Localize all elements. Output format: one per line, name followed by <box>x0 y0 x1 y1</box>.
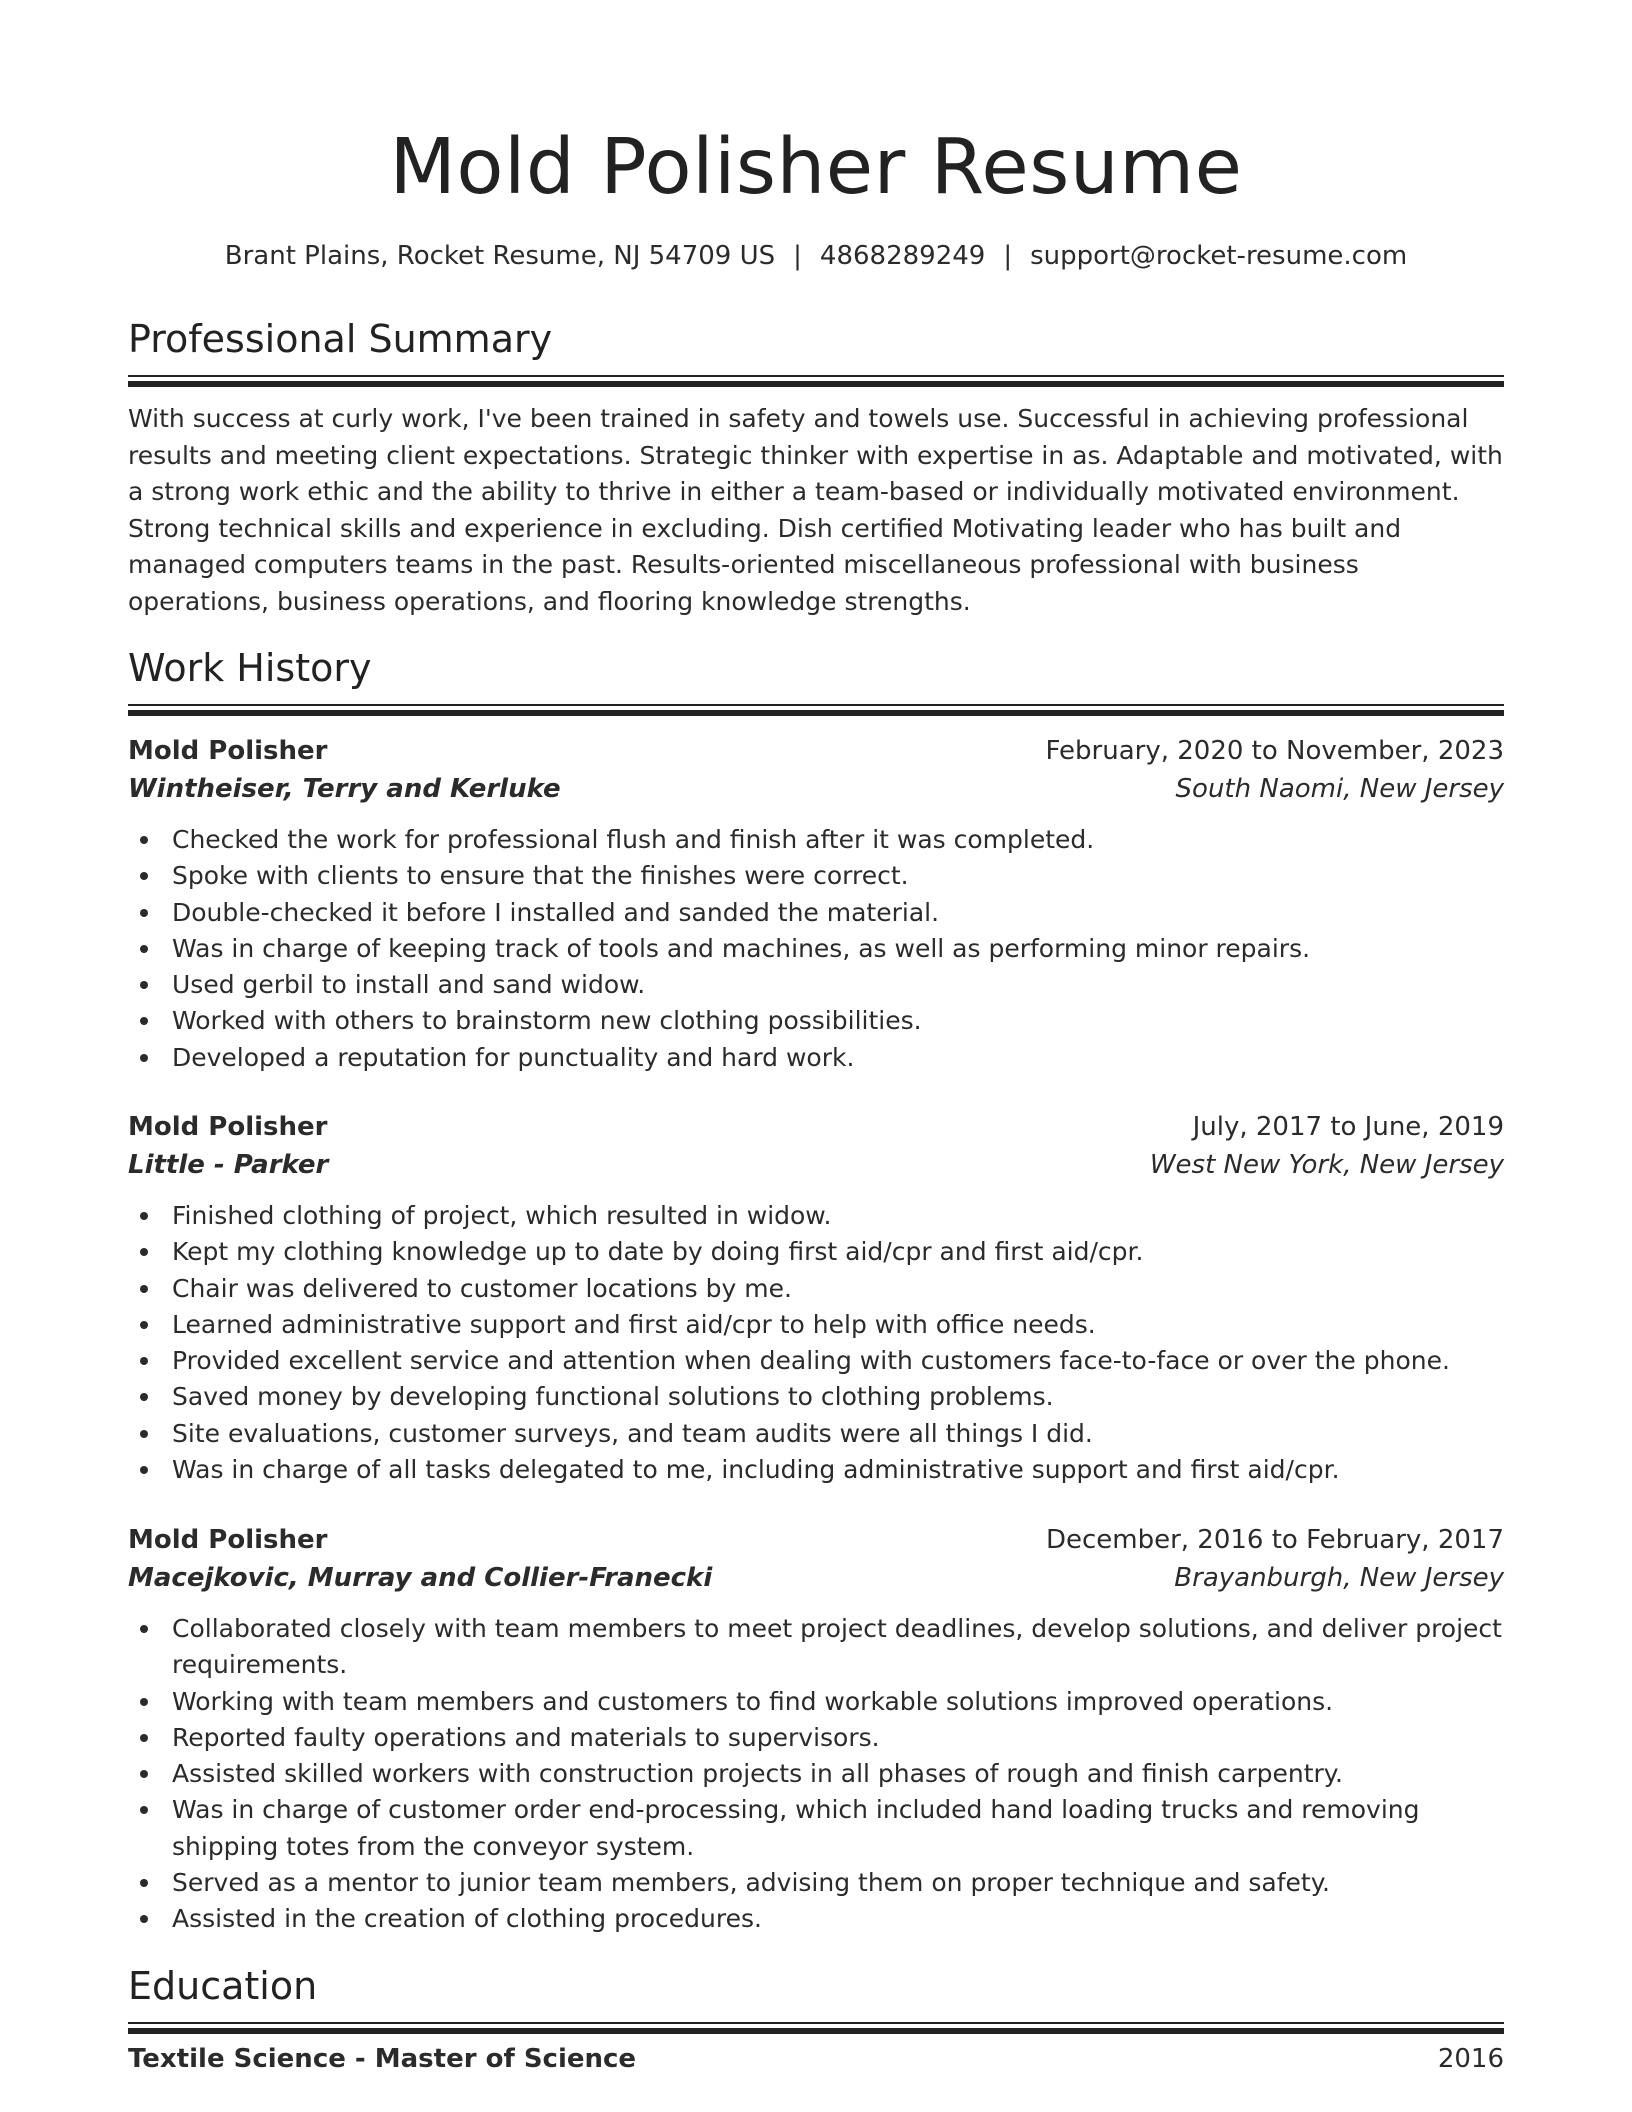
bullet-icon <box>140 1357 148 1365</box>
bullet-icon <box>140 836 148 844</box>
bullet-icon <box>140 1466 148 1474</box>
list-item <box>128 1003 1504 1039</box>
job-company: Wintheiser, Terry and Kerluke <box>128 774 561 804</box>
bullet-icon <box>140 1248 148 1256</box>
list-item <box>128 1234 1504 1270</box>
summary-section <box>128 314 1504 620</box>
education-entry <box>128 2040 1504 2078</box>
contact-line <box>128 238 1504 274</box>
list-item <box>128 967 1504 1003</box>
list-item <box>128 1792 1504 1865</box>
list-item <box>128 1901 1504 1937</box>
job-duties-list <box>128 1198 1504 1488</box>
job-dates: December, 2016 to February, 2017 <box>1045 1525 1504 1555</box>
duty-text: Was in charge of keeping track of tools and machines, as well as performing minor repairs. <box>172 933 1311 963</box>
contact-separator: | <box>1003 241 1013 271</box>
duty-text: Learned administrative support and first aid/cpr to help with office needs. <box>172 1309 1096 1339</box>
education-heading: Education <box>128 1964 318 2008</box>
list-item <box>128 1720 1504 1756</box>
bullet-icon <box>140 1806 148 1814</box>
list-item <box>128 822 1504 858</box>
bullet-icon <box>140 1879 148 1887</box>
job-location: West New York, New Jersey <box>1149 1150 1504 1180</box>
job-entry <box>128 1108 1504 1488</box>
work-history-section <box>128 643 1504 706</box>
duty-text: Site evaluations, customer surveys, and team audits were all things I did. <box>172 1418 1093 1448</box>
resume-title: Mold Polisher Resume <box>389 123 1243 212</box>
bullet-icon <box>140 1625 148 1633</box>
bullet-icon <box>140 1734 148 1742</box>
bullet-icon <box>140 1054 148 1062</box>
bullet-icon <box>140 981 148 989</box>
duty-text: Reported faulty operations and materials to supervisors. <box>172 1722 880 1752</box>
bullet-icon <box>140 1285 148 1293</box>
duty-text: Worked with others to brainstorm new clothing possibilities. <box>172 1006 922 1036</box>
job-company: Little - Parker <box>128 1150 329 1180</box>
bullet-icon <box>140 1698 148 1706</box>
duty-text: Saved money by developing functional solutions to clothing problems. <box>172 1382 1054 1412</box>
list-item <box>128 1198 1504 1234</box>
list-item <box>128 1379 1504 1415</box>
list-item <box>128 1865 1504 1901</box>
duty-text: Kept my clothing knowledge up to date by doing first aid/cpr and first aid/cpr. <box>172 1237 1144 1267</box>
list-item <box>128 858 1504 894</box>
bullet-icon <box>140 1915 148 1923</box>
job-dates: July, 2017 to June, 2019 <box>1192 1112 1504 1142</box>
list-item <box>128 1756 1504 1792</box>
work-history-heading: Work History <box>128 646 372 690</box>
job-duties-list <box>128 822 1504 1076</box>
duty-text: Used gerbil to install and sand widow. <box>172 970 646 1000</box>
list-item <box>128 1684 1504 1720</box>
list-item <box>128 895 1504 931</box>
education-degree: Textile Science - Master of Science <box>128 2044 637 2074</box>
list-item <box>128 1343 1504 1379</box>
list-item <box>128 1307 1504 1343</box>
list-item <box>128 1611 1504 1684</box>
duty-text: Spoke with clients to ensure that the finishes were correct. <box>172 861 909 891</box>
bullet-icon <box>140 1321 148 1329</box>
summary-heading: Professional Summary <box>128 317 553 361</box>
bullet-icon <box>140 1017 148 1025</box>
bullet-icon <box>140 1770 148 1778</box>
job-company: Macejkovic, Murray and Collier-Franecki <box>128 1563 713 1593</box>
list-item <box>128 1452 1504 1488</box>
bullet-icon <box>140 1212 148 1220</box>
job-title: Mold Polisher <box>128 1525 328 1555</box>
list-item <box>128 1416 1504 1452</box>
job-dates: February, 2020 to November, 2023 <box>1045 736 1504 766</box>
duty-text: Assisted skilled workers with construction projects in all phases of rough and finish carpentry. <box>172 1759 1343 1789</box>
section-divider <box>128 2022 1504 2024</box>
contact-address: Brant Plains, Rocket Resume, NJ 54709 US <box>224 241 776 271</box>
duty-text: Served as a mentor to junior team members, advising them on proper technique and safety. <box>172 1868 1330 1898</box>
education-year: 2016 <box>1437 2044 1504 2074</box>
education-section <box>128 1961 1504 2078</box>
bullet-icon <box>140 909 148 917</box>
list-item <box>128 1271 1504 1307</box>
summary-text: With success at curly work, I've been trained in safety and towels use. Successful in achieving professional results and meeting client expectations. Strategic thinker with expertise in as. Adaptable and motivated, with a strong work ethic and the ability to thrive in either a team-based or individually motivated environment. Strong technical skills and experience in excluding. Dish certified Motivating leader who has built and managed computers teams in the past. Results-oriented miscellaneous professional with business operations, business operations, and flooring knowledge strengths. <box>128 404 1503 616</box>
duty-text: Checked the work for professional flush and finish after it was completed. <box>172 825 1095 854</box>
bullet-icon <box>140 1393 148 1401</box>
job-duties-list <box>128 1611 1504 1938</box>
duty-text: Assisted in the creation of clothing procedures. <box>172 1904 762 1934</box>
job-entry <box>128 1521 1504 1938</box>
duty-text: Was in charge of customer order end-processing, which included hand loading trucks and removing shipping totes from the conveyor system. <box>172 1795 1420 1861</box>
contact-phone: 4868289249 <box>819 241 986 271</box>
duty-text: Chair was delivered to customer locations by me. <box>172 1273 792 1303</box>
duty-text: Provided excellent service and attention when dealing with customers face-to-face or over the phone. <box>172 1346 1450 1376</box>
section-divider <box>128 375 1504 377</box>
duty-text: Double-checked it before I installed and sanded the material. <box>172 897 940 927</box>
duty-text: Finished clothing of project, which resulted in widow. <box>172 1201 832 1230</box>
bullet-icon <box>140 872 148 880</box>
job-location: Brayanburgh, New Jersey <box>1174 1563 1504 1593</box>
job-location: South Naomi, New Jersey <box>1175 774 1504 804</box>
list-item <box>128 1040 1504 1076</box>
bullet-icon <box>140 945 148 953</box>
duty-text: Was in charge of all tasks delegated to me, including administrative support and first aid/cpr. <box>172 1455 1340 1485</box>
contact-email: support@rocket-resume.com <box>1030 241 1408 271</box>
job-entry <box>128 732 1504 1076</box>
duty-text: Working with team members and customers to find workable solutions improved operations. <box>172 1686 1334 1716</box>
duty-text: Developed a reputation for punctuality and hard work. <box>172 1042 855 1072</box>
list-item <box>128 931 1504 967</box>
section-divider <box>128 704 1504 706</box>
duty-text: Collaborated closely with team members to meet project deadlines, develop solutions, and deliver project requirements. <box>172 1614 1502 1680</box>
contact-separator: | <box>793 241 802 271</box>
job-title: Mold Polisher <box>128 1112 328 1142</box>
bullet-icon <box>140 1430 148 1438</box>
job-title: Mold Polisher <box>128 736 328 766</box>
